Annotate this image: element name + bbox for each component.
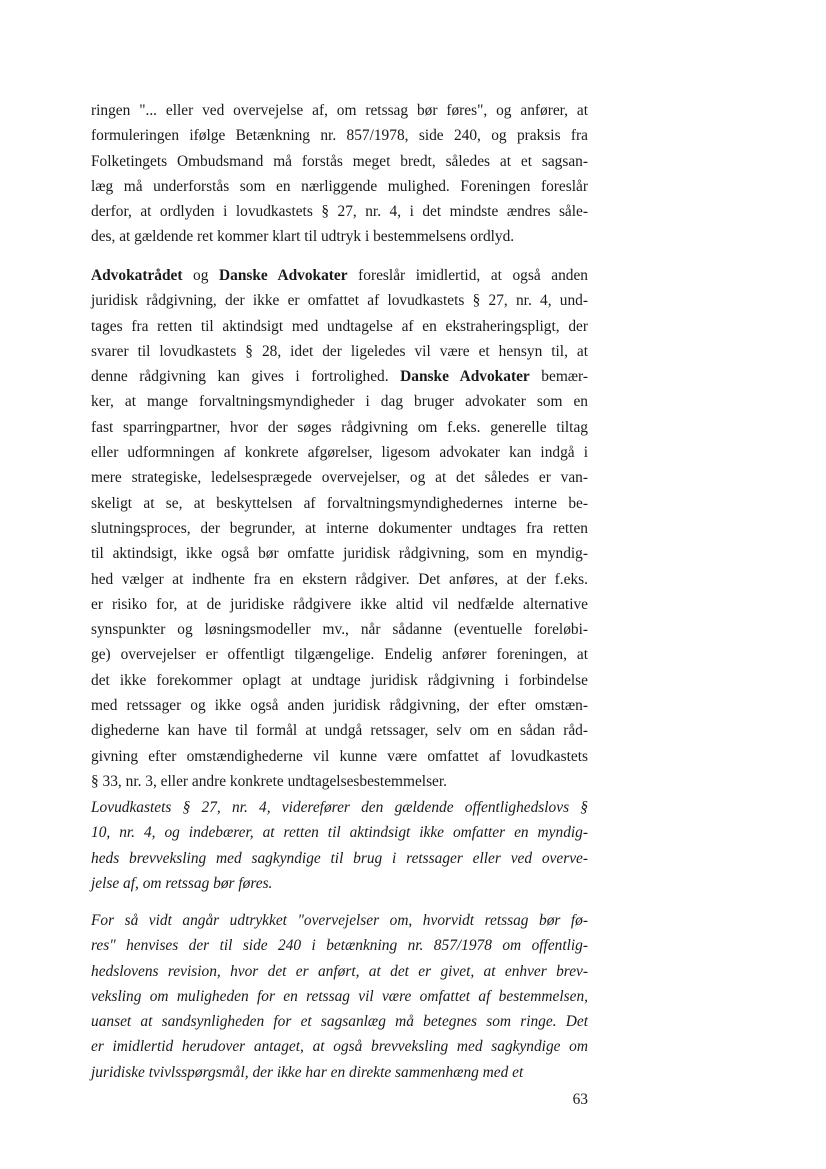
text-line [91,440,588,465]
text-run: res" henvises der til side 240 i betænkning nr. 857/1978 om offentlig- [91,937,588,955]
text-line [91,908,588,933]
text-run: det ikke forekommer oplagt at undtage juridisk rådgivning i forbindelse [91,671,588,689]
text-line [91,933,588,958]
text-line [91,174,588,199]
text-run: til aktindsigt, ikke også bør omfatte juridisk rådgivning, som en myndig- [91,545,588,563]
text-line [91,846,588,871]
text-run: For så vidt angår udtrykket "overvejelser om, hvorvidt retssag bør fø- [91,912,588,929]
paragraph-4 [91,908,588,1085]
text-line [91,795,588,820]
text-line [91,642,588,667]
text-line [91,567,588,592]
text-line [91,339,588,364]
text-line [91,465,588,490]
text-line [91,592,588,617]
text-line [91,389,588,414]
text-run: ker, at mange forvaltningsmyndigheder i dag bruger advokater som en [91,393,588,411]
text-run: uanset at sandsynligheden for et sagsanlæg må betegnes som ringe. Det [91,1013,588,1031]
text-line [91,516,588,541]
text-run: ringen "... eller ved overvejelse af, om retssag bør føres", og anfører, at [91,102,588,119]
text-line [91,1009,588,1034]
text-line [91,984,588,1009]
text-run: Folketingets Ombudsmand må forstås meget bredt, således at et sagsan- [91,152,588,170]
text-line [91,959,588,984]
page-number: 63 [572,1091,588,1108]
text-run: 10, nr. 4, og indebærer, at retten til aktindsigt ikke omfatter en myndig- [91,824,588,842]
text-line [91,718,588,743]
text-run: hedslovens revision, hvor det er anført, at det er givet, at enhver brev- [91,962,588,980]
text-line [91,98,588,123]
text-run: synspunkter og løsningsmodeller mv., når sådanne (eventuelle foreløbi- [91,621,588,639]
text-run: hed vælger at indhente fra en ekstern rådgiver. Det anføres, at der f.eks. [91,570,588,588]
text-line [91,263,588,288]
text-run: juridiske tvivlsspørgsmål, der ikke har en direkte sammenhæng med et [91,1063,524,1081]
text-line [91,541,588,566]
paragraph-1 [91,98,588,250]
text-run: jelse af, om retssag bør føres. [91,874,273,892]
text-run: juridisk rådgivning, der ikke er omfattet af lovudkastets § 27, nr. 4, und- [91,292,588,310]
text-run: slutningsproces, der begrunder, at interne dokumenter undtages fra retten [91,519,588,537]
text-run: formuleringen ifølge Betænkning nr. 857/1978, side 240, og praksis fra [91,127,588,145]
bold-text-run: Advokatrådet [91,267,183,284]
bold-text-run: Danske Advokater [400,368,530,386]
text-line [91,364,588,389]
text-run: Lovudkastets § 27, nr. 4, viderefører den gældende offentlighedslovs § [91,799,588,816]
text-line [91,617,588,642]
text-line [91,123,588,148]
text-run: foreslår imidlertid, at også anden [347,267,588,284]
text-run: derfor, at ordlyden i lovudkastets § 27, nr. 4, i det mindste ændres såle- [91,203,588,221]
text-run: er risiko for, at de juridiske rådgivere ikke altid vil nedfælde alternative [91,595,588,613]
text-line [91,820,588,845]
text-line [91,693,588,718]
text-run: med retssager og ikke også anden juridisk rådgivning, der efter omstæn- [91,697,588,715]
text-line [91,491,588,516]
paragraph-2 [91,263,588,794]
text-run: bemær- [529,368,589,386]
text-line [91,224,588,249]
text-run: veksling om muligheden for en retssag vil være omfattet af bestemmelsen, [91,987,588,1005]
text-run: og [182,267,220,284]
text-line [91,199,588,224]
text-run: skeligt at se, at beskyttelsen af forvaltningsmyndighedernes interne be- [91,494,588,512]
text-line [91,1060,588,1085]
text-run: fast sparringpartner, hvor der søges rådgivning om f.eks. generelle tiltag [91,418,588,436]
text-run: givning efter omstændighederne vil kunne være omfattet af lovudkastets [91,747,588,765]
text-run: ge) overvejelser er offentligt tilgængelige. Endelig anfører foreningen, at [91,646,588,664]
text-run: § 33, nr. 3, eller andre konkrete undtagelsesbestemmelser. [91,772,448,790]
text-line [91,769,588,794]
text-run: dighederne kan have til formål at undgå retssager, selv om en sådan råd- [91,722,588,740]
text-line [91,744,588,769]
text-line [91,149,588,174]
text-run: denne rådgivning kan gives i fortrolighed. [91,368,401,386]
text-run: svarer til lovudkastets § 28, idet der ligeledes vil være et hensyn til, at [91,342,588,360]
text-run: des, at gældende ret kommer klart til udtryk i bestemmelsens ordlyd. [91,228,515,246]
text-line [91,1034,588,1059]
text-line [91,288,588,313]
text-run: eller udformningen af konkrete afgørelser, ligesom advokater kan indgå i [91,444,588,462]
text-line [91,668,588,693]
text-run: heds brevveksling med sagkyndige til brug i retssager eller ved overve- [91,849,588,867]
text-line [91,314,588,339]
paragraph-3 [91,795,588,896]
bold-text-run: Danske Advokater [219,267,348,284]
text-run: mere strategiske, ledelsesprægede overvejelser, og at det således er van- [91,469,588,487]
text-run: er imidlertid herudover antaget, at også brevveksling med sagkyndige om [91,1038,588,1056]
text-line [91,415,588,440]
text-run: læg må underforstås som en nærliggende mulighed. Foreningen foreslår [91,177,588,195]
text-run: tages fra retten til aktindsigt med undtagelse af en ekstraheringspligt, der [91,317,588,335]
text-line [91,871,588,896]
